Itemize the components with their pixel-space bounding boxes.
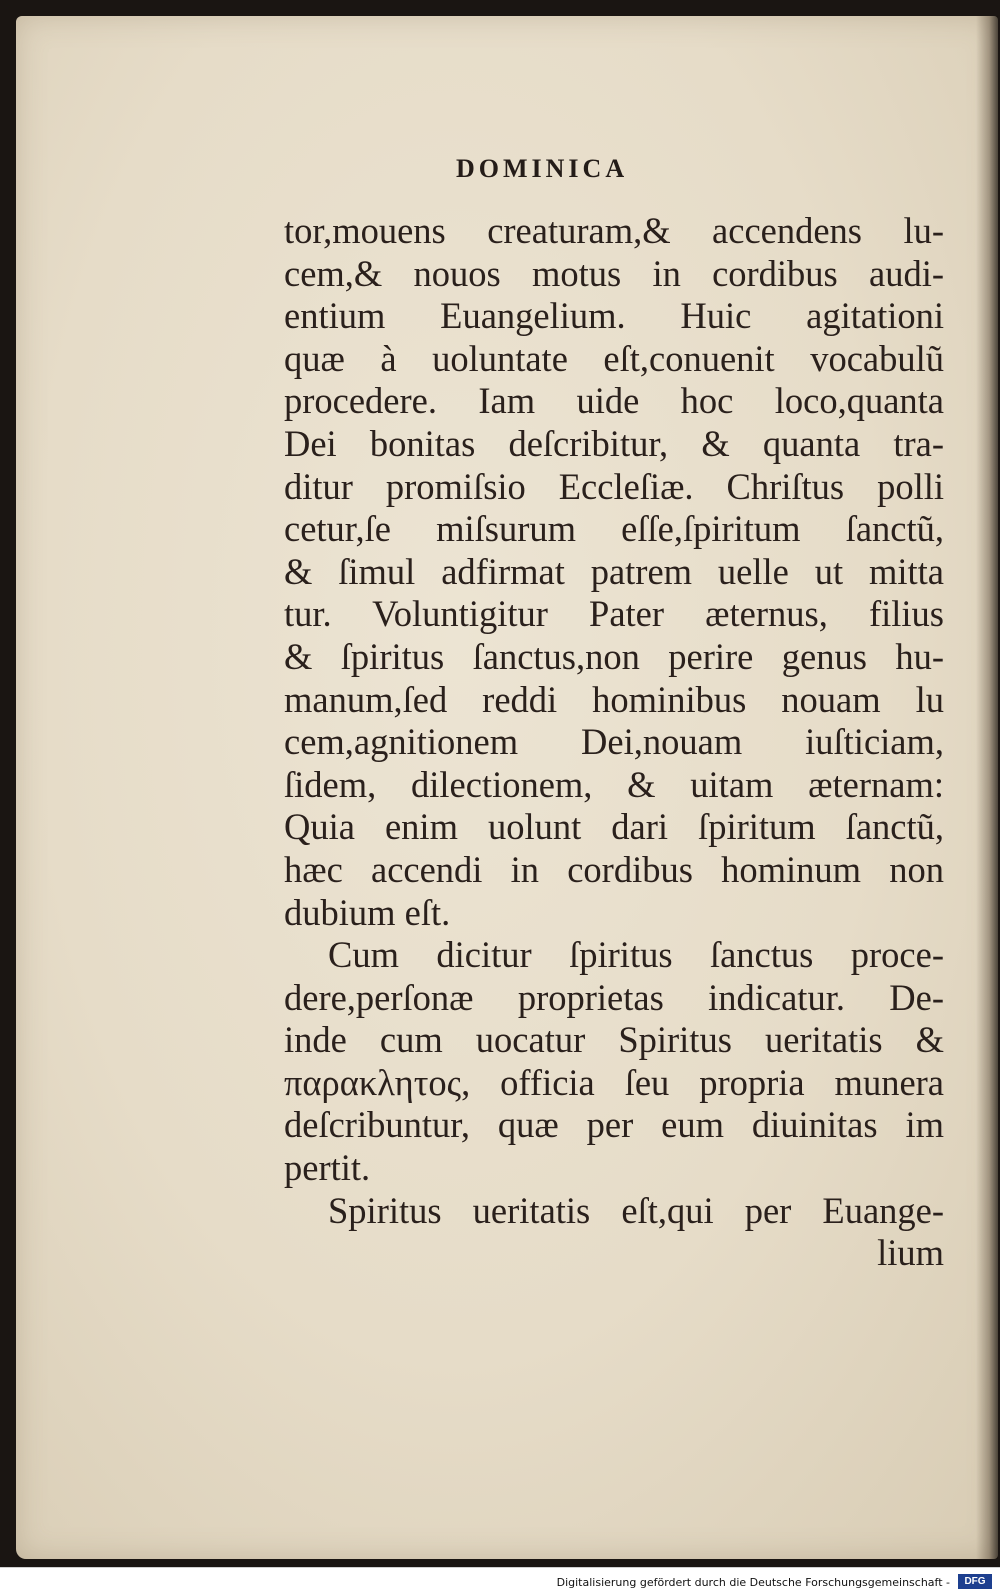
text-line: cem,& nouos motus in cordibus audi- bbox=[284, 252, 944, 294]
text-line: Quia enim uolunt dari ſpiritum ſanctũ, bbox=[284, 806, 944, 848]
text-line: cetur,ſe miſsurum eſſe,ſpiritum ſanctũ, bbox=[284, 508, 944, 550]
running-head: DOMINICA bbox=[456, 154, 629, 183]
text-line: hæc accendi in cordibus hominum non bbox=[284, 848, 944, 890]
digitization-footer bbox=[0, 1567, 1000, 1596]
text-line: dubium eſt. bbox=[284, 891, 451, 933]
text-line: tur. Voluntigitur Pater æternus, filius bbox=[284, 593, 944, 635]
text-line: entium Euangelium. Huic agitationi bbox=[284, 295, 944, 337]
text-line: & ſimul adfirmat patrem uelle ut mitta bbox=[284, 550, 944, 592]
text-line: deſcribuntur, quæ per eum diuinitas im bbox=[284, 1104, 944, 1146]
text-line: & ſpiritus ſanctus,non perire genus hu- bbox=[284, 635, 944, 677]
text-line: Spiritus ueritatis eſt,qui per Euange- bbox=[328, 1189, 944, 1231]
text-line: pertit. bbox=[284, 1147, 371, 1189]
text-line: tor,mouens creaturam,& accendens lu- bbox=[284, 210, 944, 251]
text-line: quæ à uoluntate eſt,conuenit vocabulũ bbox=[284, 337, 944, 379]
page-spine-shadow bbox=[976, 16, 998, 1559]
dfg-logo: DFG bbox=[958, 1574, 992, 1589]
book-page bbox=[16, 16, 998, 1559]
catchword: lium bbox=[877, 1232, 944, 1274]
text-line: ſidem, dilectionem, & uitam æternam: bbox=[284, 763, 944, 805]
text-line: ditur promiſsio Eccleſiæ. Chriſtus polli bbox=[284, 465, 944, 507]
text-line: Cum dicitur ſpiritus ſanctus proce- bbox=[328, 934, 944, 976]
text-line: Dei bonitas deſcribitur, & quanta tra- bbox=[284, 422, 944, 464]
text-line: cem,agnitionem Dei,nouam iuſticiam, bbox=[284, 721, 944, 763]
text-line: inde cum uocatur Spiritus ueritatis & bbox=[284, 1019, 944, 1061]
text-line: παρακλητος, officia ſeu propria munera bbox=[284, 1061, 944, 1103]
text-line: manum,ſed reddi hominibus nouam lu bbox=[284, 678, 944, 720]
text-line: procedere. Iam uide hoc loco,quanta bbox=[284, 380, 944, 422]
funding-credit: Digitalisierung gefördert durch die Deutsche Forschungsgemeinschaft - bbox=[556, 1576, 950, 1589]
body-text bbox=[284, 210, 944, 1275]
text-line: dere,perſonæ proprietas indicatur. De- bbox=[284, 976, 944, 1018]
